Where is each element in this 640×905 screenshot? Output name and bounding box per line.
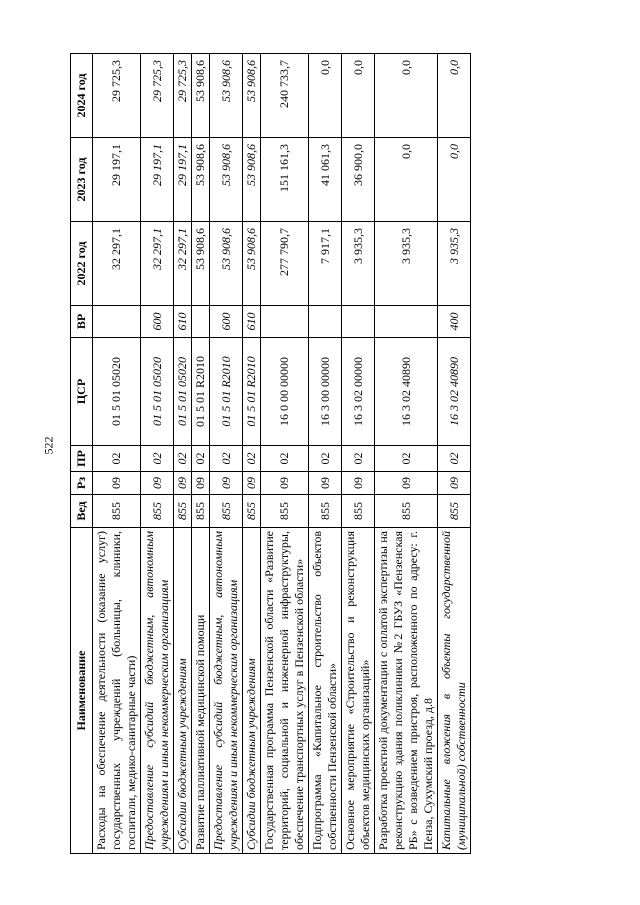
table-row [174, 54, 192, 854]
cell-pr: 02 [261, 446, 309, 472]
cell-2023: 41 061,3 [309, 138, 342, 222]
table-row [141, 54, 174, 854]
cell-2022: 277 790,7 [261, 222, 309, 306]
cell-2023: 29 197,1 [93, 138, 141, 222]
cell-ved: 855 [192, 495, 210, 528]
cell-name: Субсидии бюджетным учреждениям [243, 528, 261, 854]
cell-pr: 02 [174, 446, 192, 472]
table-row [309, 54, 342, 854]
cell-2023: 29 197,1 [174, 138, 192, 222]
header-2022: 2022 год [71, 222, 93, 306]
cell-pr: 02 [342, 446, 375, 472]
table-body [93, 54, 471, 854]
cell-pr: 02 [243, 446, 261, 472]
cell-name: Развитие паллиативной медицинской помощи [192, 528, 210, 854]
cell-ved: 855 [342, 495, 375, 528]
cell-rz: 09 [309, 472, 342, 495]
cell-2023: 29 197,1 [141, 138, 174, 222]
cell-2022: 53 908,6 [192, 222, 210, 306]
cell-rz: 09 [210, 472, 243, 495]
cell-name: Капитальные вложения в объекты государственной (муниципальной) собственности [438, 528, 471, 854]
cell-ved: 855 [210, 495, 243, 528]
cell-csr: 16 3 02 40890 [375, 338, 438, 446]
cell-2023: 0,0 [375, 138, 438, 222]
cell-vr [93, 306, 141, 338]
cell-2024: 29 725,3 [174, 54, 192, 138]
cell-name: Субсидии бюджетным учреждениям [174, 528, 192, 854]
cell-rz: 09 [342, 472, 375, 495]
table-row [210, 54, 243, 854]
rotated-table-container [70, 54, 570, 854]
cell-2022: 32 297,1 [93, 222, 141, 306]
cell-rz: 09 [261, 472, 309, 495]
cell-ved: 855 [309, 495, 342, 528]
header-rz: Рз [71, 472, 93, 495]
header-name: Наименование [71, 528, 93, 854]
table-row [243, 54, 261, 854]
cell-pr: 02 [309, 446, 342, 472]
cell-rz: 09 [243, 472, 261, 495]
cell-vr [309, 306, 342, 338]
cell-pr: 02 [438, 446, 471, 472]
cell-2023: 53 908,6 [192, 138, 210, 222]
cell-2022: 32 297,1 [174, 222, 192, 306]
table-row [375, 54, 438, 854]
cell-2023: 53 908,6 [210, 138, 243, 222]
cell-2024: 53 908,6 [243, 54, 261, 138]
cell-pr: 02 [375, 446, 438, 472]
cell-csr: 01 5 01 R2010 [243, 338, 261, 446]
cell-2024: 53 908,6 [192, 54, 210, 138]
cell-csr: 01 5 01 R2010 [210, 338, 243, 446]
cell-pr: 02 [192, 446, 210, 472]
cell-vr: 600 [210, 306, 243, 338]
cell-2024: 0,0 [309, 54, 342, 138]
header-csr: ЦСР [71, 338, 93, 446]
cell-csr: 01 5 01 R2010 [192, 338, 210, 446]
cell-2022: 53 908,6 [210, 222, 243, 306]
cell-ved: 855 [174, 495, 192, 528]
cell-csr: 16 3 02 00000 [342, 338, 375, 446]
page-number: 522 [41, 436, 56, 455]
cell-vr: 600 [141, 306, 174, 338]
cell-rz: 09 [174, 472, 192, 495]
cell-vr: 400 [438, 306, 471, 338]
cell-pr: 02 [210, 446, 243, 472]
cell-rz: 09 [141, 472, 174, 495]
cell-2022: 32 297,1 [141, 222, 174, 306]
cell-vr [261, 306, 309, 338]
cell-csr: 01 5 01 05020 [93, 338, 141, 446]
cell-vr: 610 [174, 306, 192, 338]
cell-2023: 36 900,0 [342, 138, 375, 222]
cell-2024: 29 725,3 [93, 54, 141, 138]
cell-2024: 0,0 [438, 54, 471, 138]
cell-ved: 855 [93, 495, 141, 528]
budget-table [70, 53, 471, 854]
cell-rz: 09 [375, 472, 438, 495]
cell-name: Расходы на обеспечение деятельности (оказание услуг) государственных учреждений (больницы, клиники, госпитали, медико-санитарные части) [93, 528, 141, 854]
cell-name: Основное мероприятие «Строительство и реконструкция объектов медицинских организаций» [342, 528, 375, 854]
cell-csr: 16 3 00 00000 [309, 338, 342, 446]
cell-csr: 16 0 00 00000 [261, 338, 309, 446]
cell-2024: 240 733,7 [261, 54, 309, 138]
cell-ved: 855 [375, 495, 438, 528]
header-2024: 2024 год [71, 54, 93, 138]
cell-2024: 0,0 [342, 54, 375, 138]
cell-2023: 0,0 [438, 138, 471, 222]
cell-vr [192, 306, 210, 338]
table-row [192, 54, 210, 854]
cell-csr: 01 5 01 05020 [174, 338, 192, 446]
cell-name: Государственная программа Пензенской области «Развитие территорий, социальной и инженерной инфраструктуры, обеспечение транспортных услуг в Пензенской области» [261, 528, 309, 854]
table-row [342, 54, 375, 854]
cell-2024: 53 908,6 [210, 54, 243, 138]
cell-name: Предоставление субсидий бюджетным, автономным учреждениям и иным некоммерческим организациям [141, 528, 174, 854]
cell-csr: 16 3 02 40890 [438, 338, 471, 446]
table-row [93, 54, 141, 854]
cell-2022: 3 935,3 [342, 222, 375, 306]
cell-pr: 02 [141, 446, 174, 472]
cell-2024: 0,0 [375, 54, 438, 138]
cell-2024: 29 725,3 [141, 54, 174, 138]
cell-vr: 610 [243, 306, 261, 338]
cell-name: Подпрограмма «Капитальное строительство объектов собственности Пензенской области» [309, 528, 342, 854]
header-pr: ПР [71, 446, 93, 472]
cell-2022: 3 935,3 [375, 222, 438, 306]
header-ved: Вед [71, 495, 93, 528]
cell-ved: 855 [261, 495, 309, 528]
cell-pr: 02 [93, 446, 141, 472]
cell-2022: 7 917,1 [309, 222, 342, 306]
cell-ved: 855 [243, 495, 261, 528]
cell-2022: 53 908,6 [243, 222, 261, 306]
cell-rz: 09 [93, 472, 141, 495]
cell-name: Разработка проектной документации с оплатой экспертизы на реконструкцию здания поликлиники №2 ГБУЗ «Пензенская РБ» с возведением пристроя, расположенного по адресу: г. Пенза, Сухумский проезд, д.8 [375, 528, 438, 854]
cell-2023: 53 908,6 [243, 138, 261, 222]
header-vr: ВР [71, 306, 93, 338]
table-row [438, 54, 471, 854]
table-header-row [71, 54, 93, 854]
cell-csr: 01 5 01 05020 [141, 338, 174, 446]
cell-ved: 855 [438, 495, 471, 528]
table-row [261, 54, 309, 854]
cell-rz: 09 [438, 472, 471, 495]
cell-ved: 855 [141, 495, 174, 528]
cell-vr [375, 306, 438, 338]
header-2023: 2023 год [71, 138, 93, 222]
cell-2023: 151 161,3 [261, 138, 309, 222]
cell-vr [342, 306, 375, 338]
cell-2022: 3 935,3 [438, 222, 471, 306]
cell-rz: 09 [192, 472, 210, 495]
cell-name: Предоставление субсидий бюджетным, автономным учреждениям и иным некоммерческим организациям [210, 528, 243, 854]
